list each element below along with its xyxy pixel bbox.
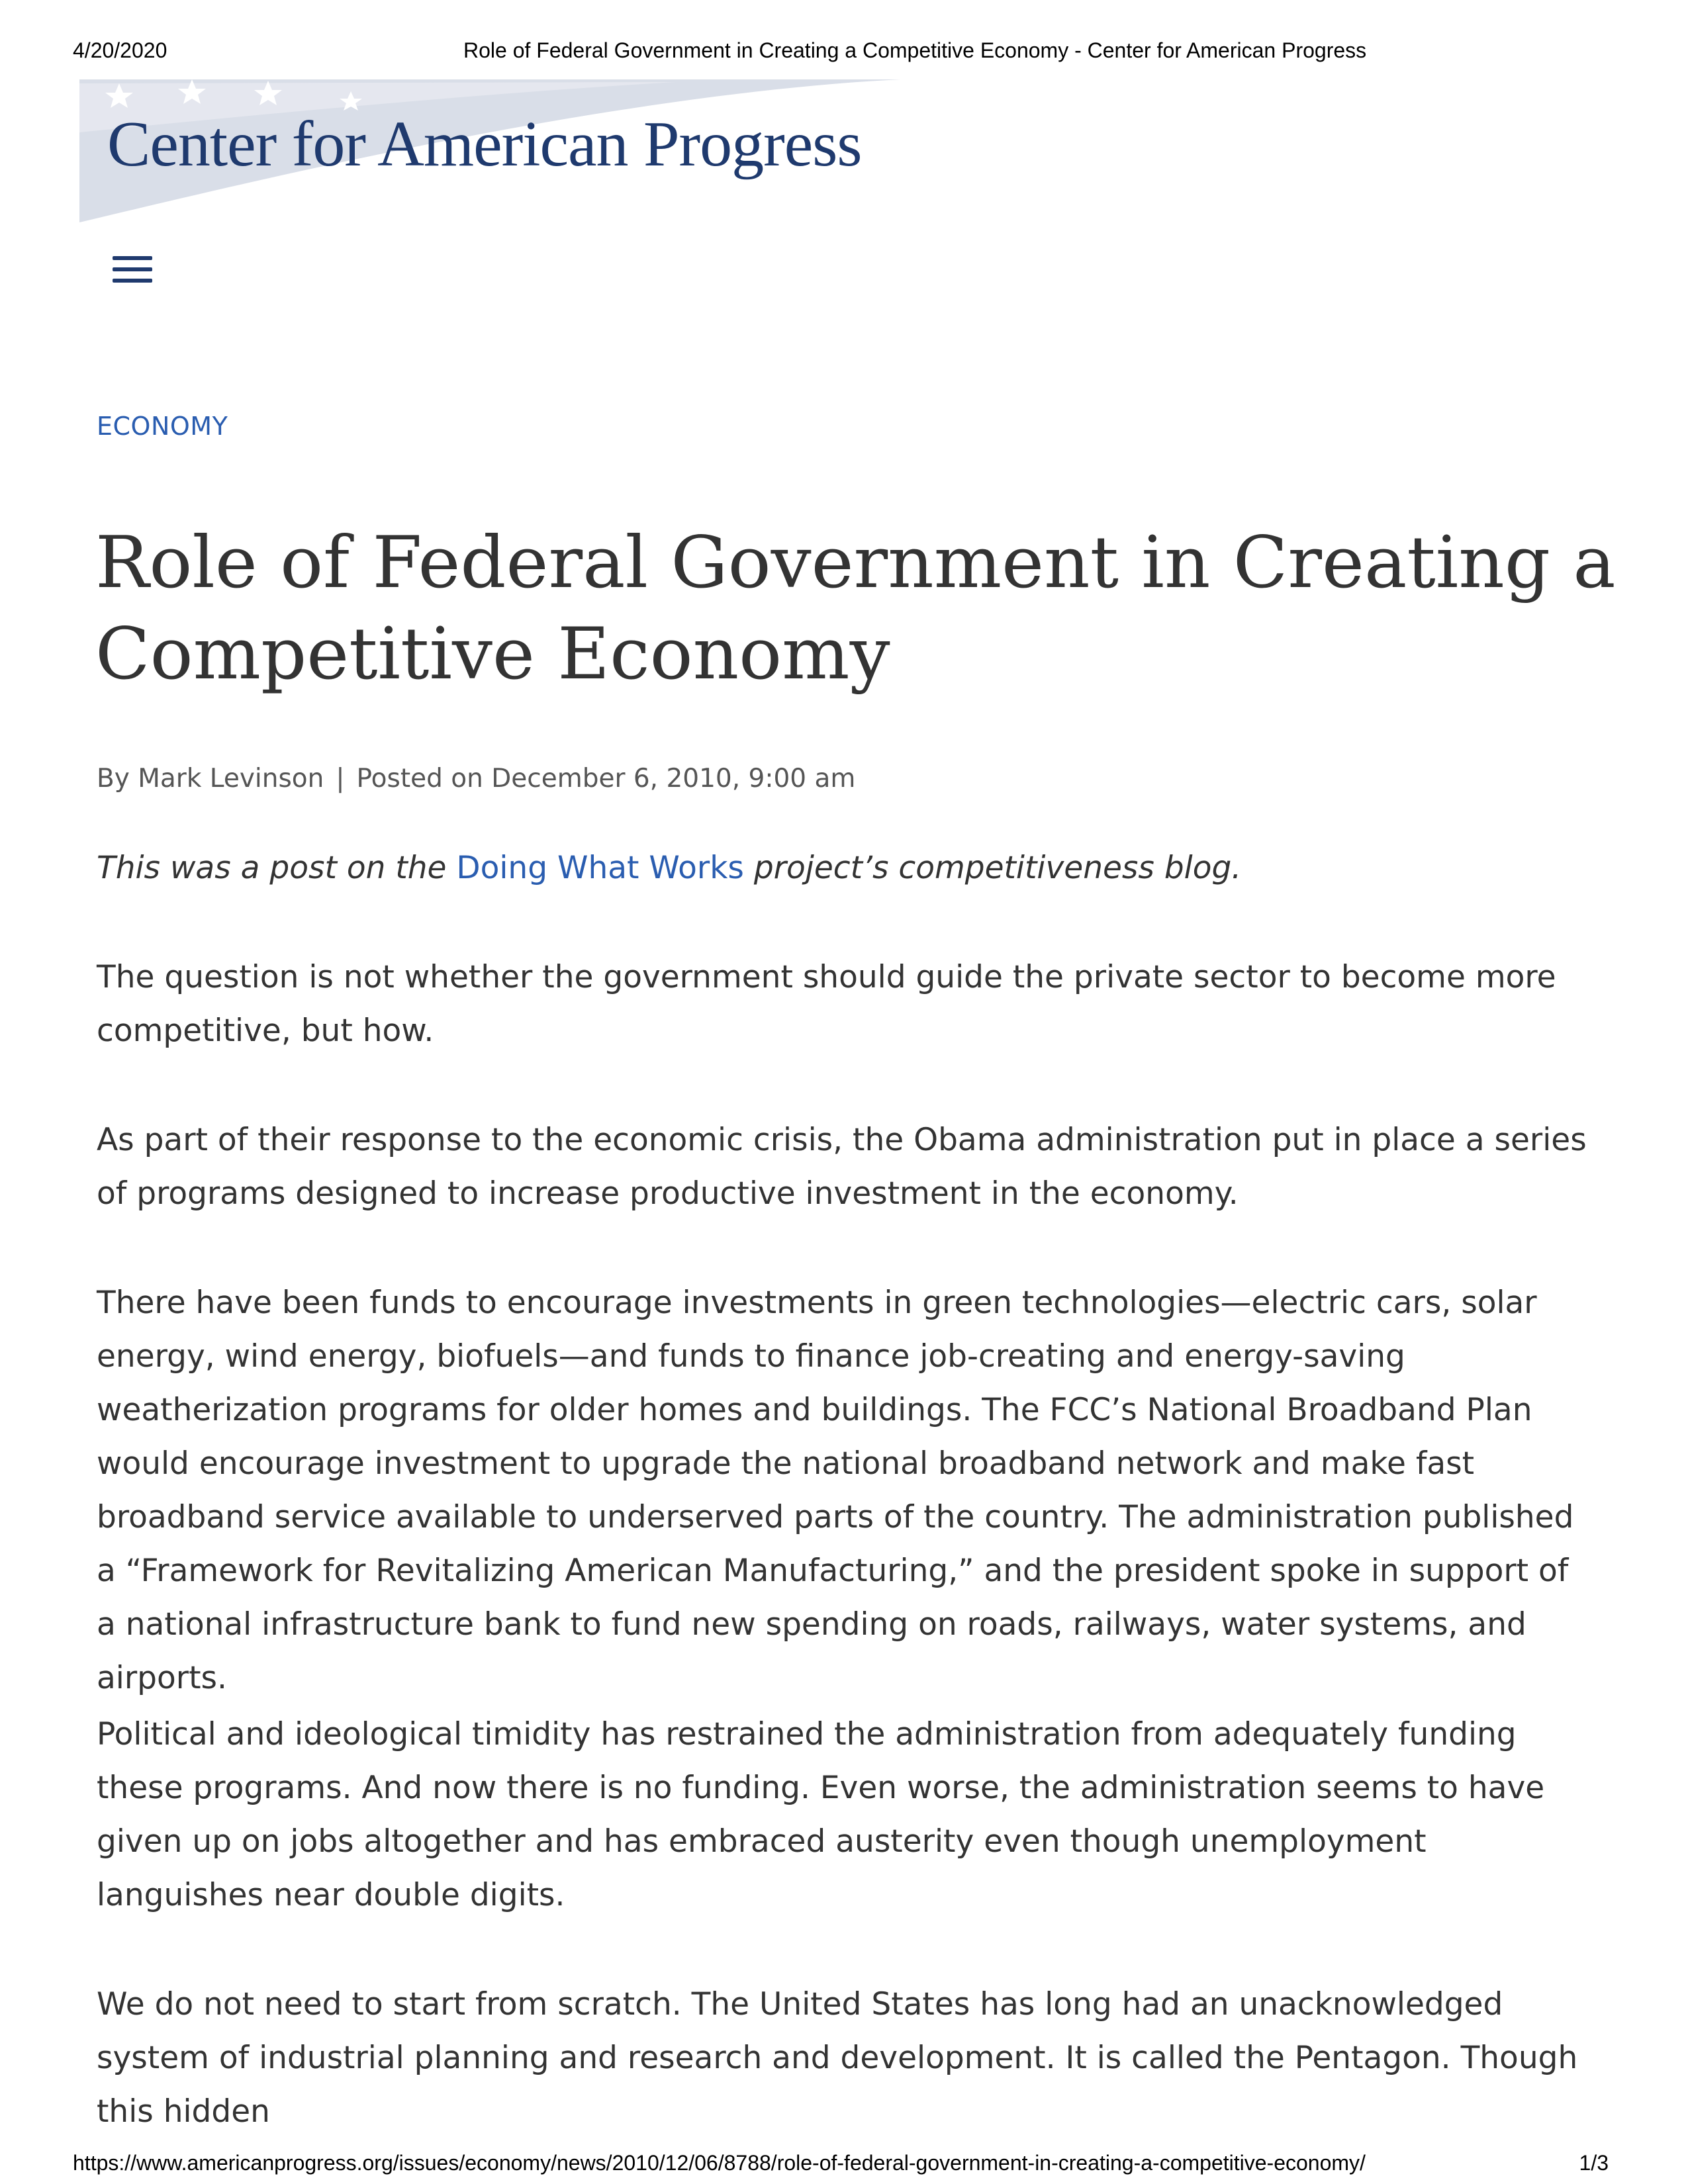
body-paragraph: Political and ideological timidity has restrained the administration from adequately funding these programs. And now there is no funding. Even worse, the administration seems to have given up on jobs altogether and has embraced austerity even though unemployment languishes near double digits.	[97, 1716, 1545, 1913]
byline-separator: |	[336, 764, 345, 794]
intro-text-before: This was a post on the	[97, 850, 457, 886]
print-header	[0, 38, 1688, 68]
print-page-number: 1/3	[1579, 2151, 1609, 2175]
doing-what-works-link[interactable]: Doing What Works	[456, 850, 744, 886]
site-logo-text: Center for American Progress	[107, 109, 862, 180]
body-paragraph: There have been funds to encourage investments in green technologies—electric cars, solar energy, wind energy, biofuels—and funds to finance job-creating and energy-saving weatherization programs for older homes and buildings. The FCC’s National Broadband Plan would encourage investment to upgrade the national broadband network and make fast broadband service available to underserved parts of the country. The administration published a “Framework for Revitalizing American Manufacturing,” and the president spoke in support of a national infrastructure bank to fund new spending on roads, railways, water systems, and airports.	[97, 1285, 1574, 1696]
body-paragraph: The question is not whether the government should guide the private sector to become more competitive, but how.	[97, 959, 1556, 1049]
posted-date: Posted on December 6, 2010, 9:00 am	[356, 764, 856, 794]
body-paragraph: We do not need to start from scratch. The United States has long had an unacknowledged system of industrial planning and research and development. It is called the Pentagon. Though this hidden	[97, 1986, 1578, 2130]
print-document-title: Role of Federal Government in Creating a Competitive Economy - Center for American Progress	[463, 38, 1367, 62]
print-footer	[0, 2151, 1688, 2180]
body-paragraph: As part of their response to the economic crisis, the Obama administration put in place a series of programs designed to increase productive investment in the economy.	[97, 1122, 1587, 1212]
article-title: Role of Federal Government in Creating a Competitive Economy	[95, 522, 1616, 696]
hamburger-menu-icon[interactable]	[113, 253, 155, 287]
category-link[interactable]: ECONOMY	[97, 412, 228, 441]
print-date: 4/20/2020	[73, 38, 167, 62]
intro-note	[97, 847, 1586, 889]
site-logo-link[interactable]	[79, 79, 900, 222]
byline	[97, 764, 855, 794]
author-link[interactable]: By Mark Levinson	[97, 764, 324, 794]
print-url: https://www.americanprogress.org/issues/economy/news/2010/12/06/8788/role-of-federal-government-in-creating-a-competitive-economy/	[73, 2151, 1366, 2175]
intro-text-after: project’s competitiveness blog.	[743, 850, 1242, 886]
